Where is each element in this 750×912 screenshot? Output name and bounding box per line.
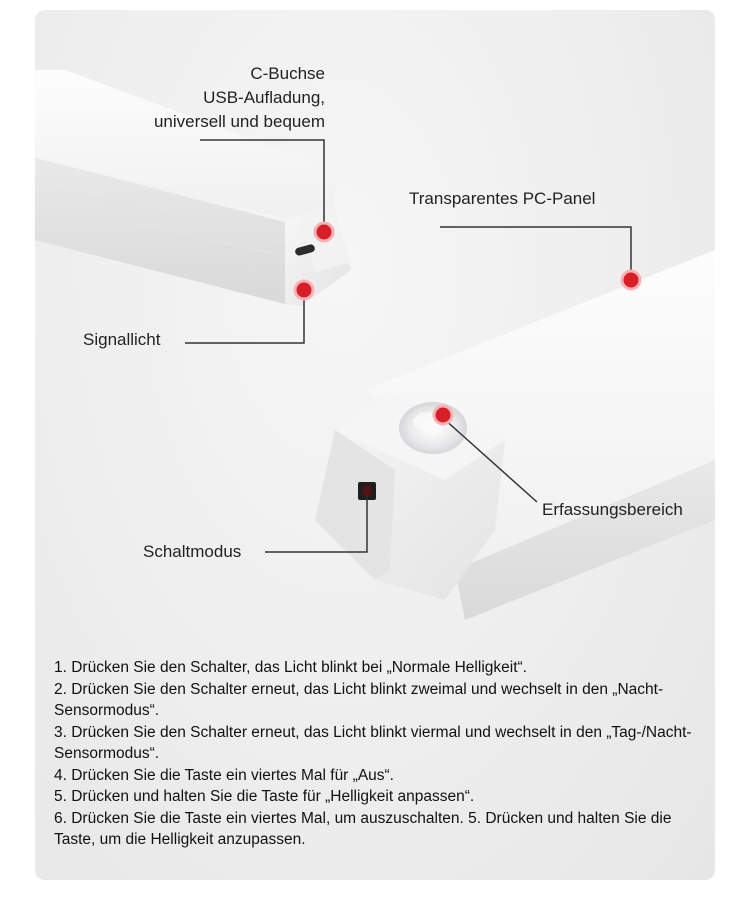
sensor-marker <box>434 406 452 424</box>
usb-c-marker <box>315 223 333 241</box>
instruction-item: 5. Drücken und halten Sie die Taste für „Helligkeit anpassen“. <box>54 788 475 805</box>
instructions-list <box>54 657 694 851</box>
switch-mode-callout: Schaltmodus <box>143 542 242 561</box>
signal-light-marker <box>295 281 313 299</box>
usb-c-subtitle: USB-Aufladung, <box>203 88 325 107</box>
instruction-item: 6. Drücken Sie die Taste ein viertes Mal, um auszuschalten. 5. Drücken und halten Sie die Taste, um die Helligkeit anzupassen. <box>54 809 672 848</box>
usb-c-callout <box>95 62 325 134</box>
usb-c-description: universell und bequem <box>153 112 325 131</box>
panel-marker <box>622 271 640 289</box>
signal-light-callout: Signallicht <box>83 330 161 349</box>
instruction-item: 2. Drücken Sie den Schalter erneut, das Licht blinkt zweimal und wechselt in den „Nacht-Sensormodus“. <box>54 680 664 719</box>
transparent-panel-callout: Transparentes PC-Panel <box>409 189 596 208</box>
usb-c-title: C-Buchse <box>250 64 325 83</box>
lower-light-bar <box>315 250 715 620</box>
instruction-item: 4. Drücken Sie die Taste ein viertes Mal für „Aus“. <box>54 766 394 784</box>
detection-area-callout: Erfassungsbereich <box>542 500 683 519</box>
instruction-item: 1. Drücken Sie den Schalter, das Licht blinkt bei „Normale Helligkeit“. <box>54 659 527 676</box>
instruction-item: 3. Drücken Sie den Schalter erneut, das Licht blinkt viermal und wechselt in den „Tag-/Nacht-Sensormodus“. <box>54 723 692 762</box>
